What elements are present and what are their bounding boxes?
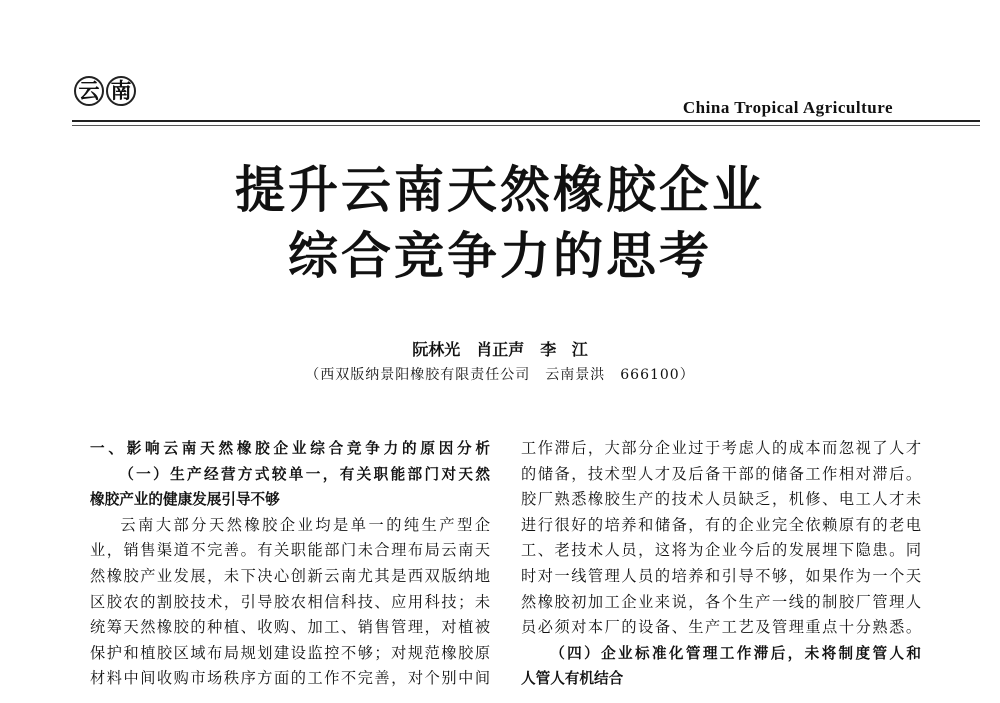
subsection-heading-cont: 人管人有机结合 — [521, 670, 624, 688]
body-line: 材料中间收购市场秩序方面的工作不完善，对个别中间 — [90, 669, 490, 688]
body-line: 员必须对本厂的设备、生产工艺及管理重点十分熟悉。 — [521, 618, 921, 637]
region-badge-char: 南 — [106, 76, 136, 106]
subsection-heading-cont: 橡胶产业的健康发展引导不够 — [90, 491, 280, 509]
journal-name: China Tropical Agriculture — [682, 98, 893, 117]
body-line: 胶厂熟悉橡胶生产的技术人员缺乏，机修、电工人才未 — [521, 490, 921, 509]
body-line: 区胶农的割胶技术，引导胶农相信科技、应用科技；未 — [90, 592, 490, 611]
section-heading: 一、影响云南天然橡胶企业综合竞争力的原因分析 — [90, 440, 490, 457]
body-line: 业，销售渠道不完善。有关职能部门未合理布局云南天 — [90, 541, 490, 560]
body-line: 的储备，技术型人才及后备干部的储备工作相对滞后。 — [521, 464, 921, 483]
article-title-line1: 提升云南天然橡胶企业 — [235, 161, 765, 219]
subsection-heading: （一）生产经营方式较单一，有关职能部门对天然 — [119, 465, 490, 483]
author-list: 阮林光 肖正声 李 江 — [412, 340, 588, 359]
article-title-line2: 综合竞争力的思考 — [288, 227, 712, 285]
body-line: 进行很好的培养和储备，有的企业完全依赖原有的老电 — [521, 515, 921, 534]
right-column — [521, 436, 921, 692]
body-line: 然橡胶初加工企业来说，各个生产一线的制胶厂管理人 — [521, 592, 921, 611]
body-line: 云南大部分天然橡胶企业均是单一的纯生产型企 — [120, 515, 490, 534]
left-column — [90, 436, 490, 692]
body-line: 时对一线管理人员的培养和引导不够，如果作为一个天 — [521, 566, 921, 585]
body-line: 保护和植胶区域布局规划建设监控不够；对规范橡胶原 — [90, 643, 490, 662]
region-badge — [74, 76, 136, 106]
body-line: 统筹天然橡胶的种植、收购、加工、销售管理，对植被 — [90, 618, 490, 637]
author-affiliation: （西双版纳景阳橡胶有限责任公司 云南景洪 666100） — [305, 367, 695, 383]
subsection-heading: （四）企业标准化管理工作滞后，未将制度管人和 — [550, 644, 921, 662]
header-rule — [72, 120, 980, 122]
body-line: 工、老技术人员，这将为企业今后的发展埋下隐患。同 — [521, 541, 921, 560]
header-rule-thin — [72, 125, 980, 126]
body-line: 然橡胶产业发展，未下决心创新云南尤其是西双版纳地 — [90, 566, 490, 585]
body-line: 工作滞后，大部分企业过于考虑人的成本而忽视了人才 — [521, 439, 921, 457]
region-badge-char: 云 — [74, 76, 104, 106]
